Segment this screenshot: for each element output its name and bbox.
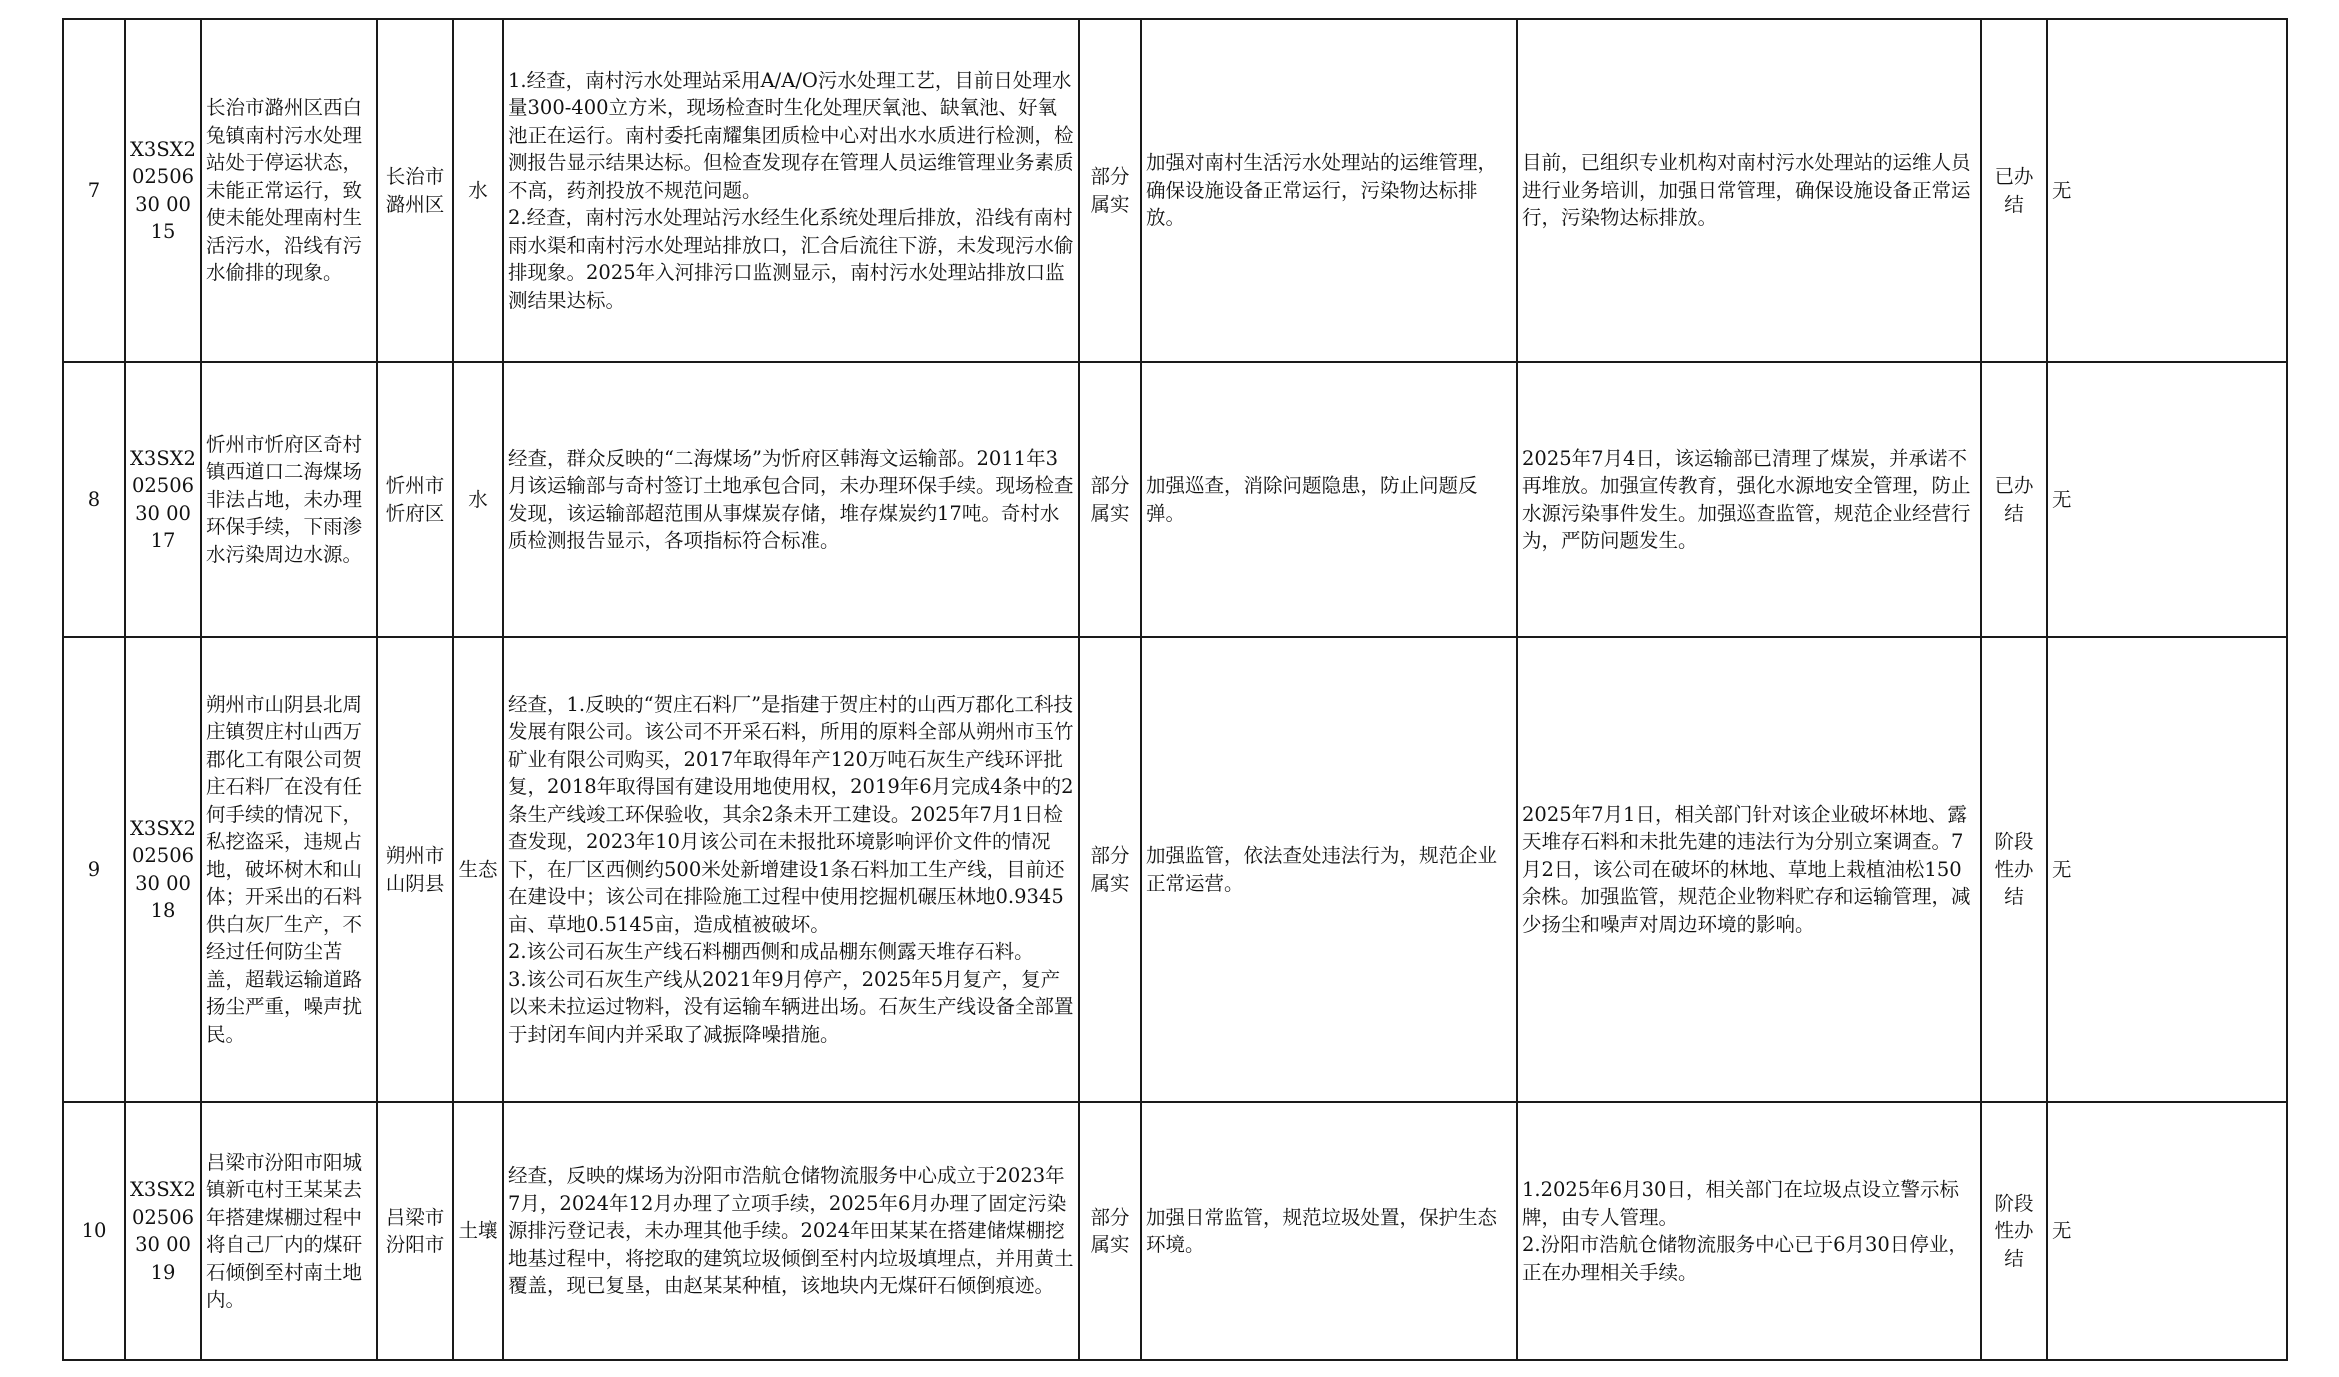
case-status: 阶段性办结: [1981, 637, 2047, 1102]
case-status: 已办结: [1981, 362, 2047, 637]
table-row: [63, 19, 2287, 362]
table-row: [63, 1102, 2287, 1360]
case-code: X3SX20250630 0017: [125, 362, 201, 637]
investigation-findings: [503, 637, 1079, 1102]
finding-paragraph: 3.该公司石灰生产线从2021年9月停产，2025年5月复产，复产以来未拉运过物料，没有运输车辆进出场。石灰生产线设备全部置于封闭车间内并采取了减振降噪措施。: [508, 967, 1074, 1046]
verification-result: 部分属实: [1079, 1102, 1141, 1360]
row-number: 7: [63, 19, 125, 362]
finding-paragraph: 2.该公司石灰生产线石料棚西侧和成品棚东侧露天堆存石料。: [508, 940, 1034, 964]
administrative-region: 长治市潞州区: [377, 19, 453, 362]
administrative-region: 朔州市山阴县: [377, 637, 453, 1102]
finding-paragraph: 经查，群众反映的“二海煤场”为忻府区韩海文运输部。2011年3月该运输部与奇村签订土地承包合同，未办理环保手续。现场检查发现，该运输部超范围从事煤炭存储，堆存煤炭约17吨。奇村水质检测报告显示，各项指标符合标准。: [508, 446, 1074, 552]
administrative-region: 忻州市忻府区: [377, 362, 453, 637]
investigation-findings: [503, 1102, 1079, 1360]
finding-paragraph: 1.经查，南村污水处理站采用A/A/O污水处理工艺，目前日处理水量300-400立方米，现场检查时生化处理厌氧池、缺氧池、好氧池正在运行。南村委托南耀集团质检中心对出水水质进行检测，检测报告显示结果达标。但检查发现存在管理人员运维管理业务素质不高，药剂投放不规范问题。: [508, 68, 1074, 202]
accountability-note: 无: [2047, 637, 2287, 1102]
progress-paragraph: 目前，已组织专业机构对南村污水处理站的运维人员进行业务培训，加强日常管理，确保设施设备正常运行，污染物达标排放。: [1522, 151, 1971, 230]
finding-paragraph: 2.经查，南村污水处理站污水经生化系统处理后排放，沿线有南村雨水渠和南村污水处理站排放口，汇合后流往下游，未发现污水偷排现象。2025年入河排污口监测显示，南村污水处理站排放口监测结果达标。: [508, 206, 1074, 312]
reported-problem: 吕梁市汾阳市阳城镇新屯村王某某去年搭建煤棚过程中将自己厂内的煤矸石倾倒至村南土地内。: [201, 1102, 377, 1360]
rectification-progress: [1517, 637, 1981, 1102]
finding-paragraph: 经查，反映的煤场为汾阳市浩航仓储物流服务中心成立于2023年7月，2024年12月办理了立项手续，2025年6月办理了固定污染源排污登记表，未办理其他手续。2024年田某某在搭建储煤棚挖地基过程中，将挖取的建筑垃圾倾倒至村内垃圾填埋点，并用黄土覆盖，现已复垦，由赵某某种植，该地块内无煤矸石倾倒痕迹。: [508, 1164, 1074, 1298]
verification-result: 部分属实: [1079, 19, 1141, 362]
row-number: 9: [63, 637, 125, 1102]
progress-paragraph: 2.汾阳市浩航仓储物流服务中心已于6月30日停业，正在办理相关手续。: [1522, 1233, 1968, 1284]
rectification-progress: [1517, 362, 1981, 637]
case-status: 阶段性办结: [1981, 1102, 2047, 1360]
row-number: 8: [63, 362, 125, 637]
reported-problem: 忻州市忻府区奇村镇西道口二海煤场非法占地，未办理环保手续，下雨渗水污染周边水源。: [201, 362, 377, 637]
accountability-note: 无: [2047, 362, 2287, 637]
pollution-type: 土壤: [453, 1102, 503, 1360]
rectification-progress: [1517, 1102, 1981, 1360]
verification-result: 部分属实: [1079, 637, 1141, 1102]
rectification-requirement: 加强监管，依法查处违法行为，规范企业正常运营。: [1141, 637, 1517, 1102]
progress-paragraph: 2025年7月1日，相关部门针对该企业破坏林地、露天堆存石料和未批先建的违法行为分别立案调查。7月2日，该公司在破坏的林地、草地上栽植油松150余株。加强监管，规范企业物料贮存和运输管理，减少扬尘和噪声对周边环境的影响。: [1522, 802, 1971, 936]
complaint-table: [62, 18, 2288, 1361]
pollution-type: 水: [453, 19, 503, 362]
progress-paragraph: 2025年7月4日，该运输部已清理了煤炭，并承诺不再堆放。加强宣传教育，强化水源地安全管理，防止水源污染事件发生。加强巡查监管，规范企业经营行为，严防问题发生。: [1522, 446, 1971, 552]
investigation-findings: [503, 19, 1079, 362]
case-code: X3SX20250630 0018: [125, 637, 201, 1102]
row-number: 10: [63, 1102, 125, 1360]
investigation-findings: [503, 362, 1079, 637]
finding-paragraph: 经查，1.反映的“贺庄石料厂”是指建于贺庄村的山西万郡化工科技发展有限公司。该公司不开采石料，所用的原料全部从朔州市玉竹矿业有限公司购买，2017年取得年产120万吨石灰生产线环评批复，2018年取得国有建设用地使用权，2019年6月完成4条中的2条生产线竣工环保验收，其余2条未开工建设。2025年7月1日检查发现，2023年10月该公司在未报批环境影响评价文件的情况下，在厂区西侧约500米处新增建设1条石料加工生产线，目前还在建设中；该公司在排险施工过程中使用挖掘机碾压林地0.9345亩、草地0.5145亩，造成植被破坏。: [508, 692, 1074, 936]
case-code: X3SX20250630 0019: [125, 1102, 201, 1360]
pollution-type: 水: [453, 362, 503, 637]
rectification-requirement: 加强对南村生活污水处理站的运维管理，确保设施设备正常运行，污染物达标排放。: [1141, 19, 1517, 362]
case-status: 已办结: [1981, 19, 2047, 362]
rectification-progress: [1517, 19, 1981, 362]
accountability-note: 无: [2047, 1102, 2287, 1360]
reported-problem: 长治市潞州区西白兔镇南村污水处理站处于停运状态，未能正常运行，致使未能处理南村生活污水，沿线有污水偷排的现象。: [201, 19, 377, 362]
reported-problem: 朔州市山阴县北周庄镇贺庄村山西万郡化工有限公司贺庄石料厂在没有任何手续的情况下，私挖盗采，违规占地，破坏树木和山体；开采出的石料供白灰厂生产，不经过任何防尘苫盖，超载运输道路扬尘严重，噪声扰民。: [201, 637, 377, 1102]
case-code: X3SX20250630 0015: [125, 19, 201, 362]
verification-result: 部分属实: [1079, 362, 1141, 637]
administrative-region: 吕梁市汾阳市: [377, 1102, 453, 1360]
table-row: [63, 362, 2287, 637]
pollution-type: 生态: [453, 637, 503, 1102]
rectification-requirement: 加强巡查，消除问题隐患，防止问题反弹。: [1141, 362, 1517, 637]
accountability-note: 无: [2047, 19, 2287, 362]
progress-paragraph: 1.2025年6月30日，相关部门在垃圾点设立警示标牌，由专人管理。: [1522, 1178, 1959, 1229]
rectification-requirement: 加强日常监管，规范垃圾处置，保护生态环境。: [1141, 1102, 1517, 1360]
table-row: [63, 637, 2287, 1102]
